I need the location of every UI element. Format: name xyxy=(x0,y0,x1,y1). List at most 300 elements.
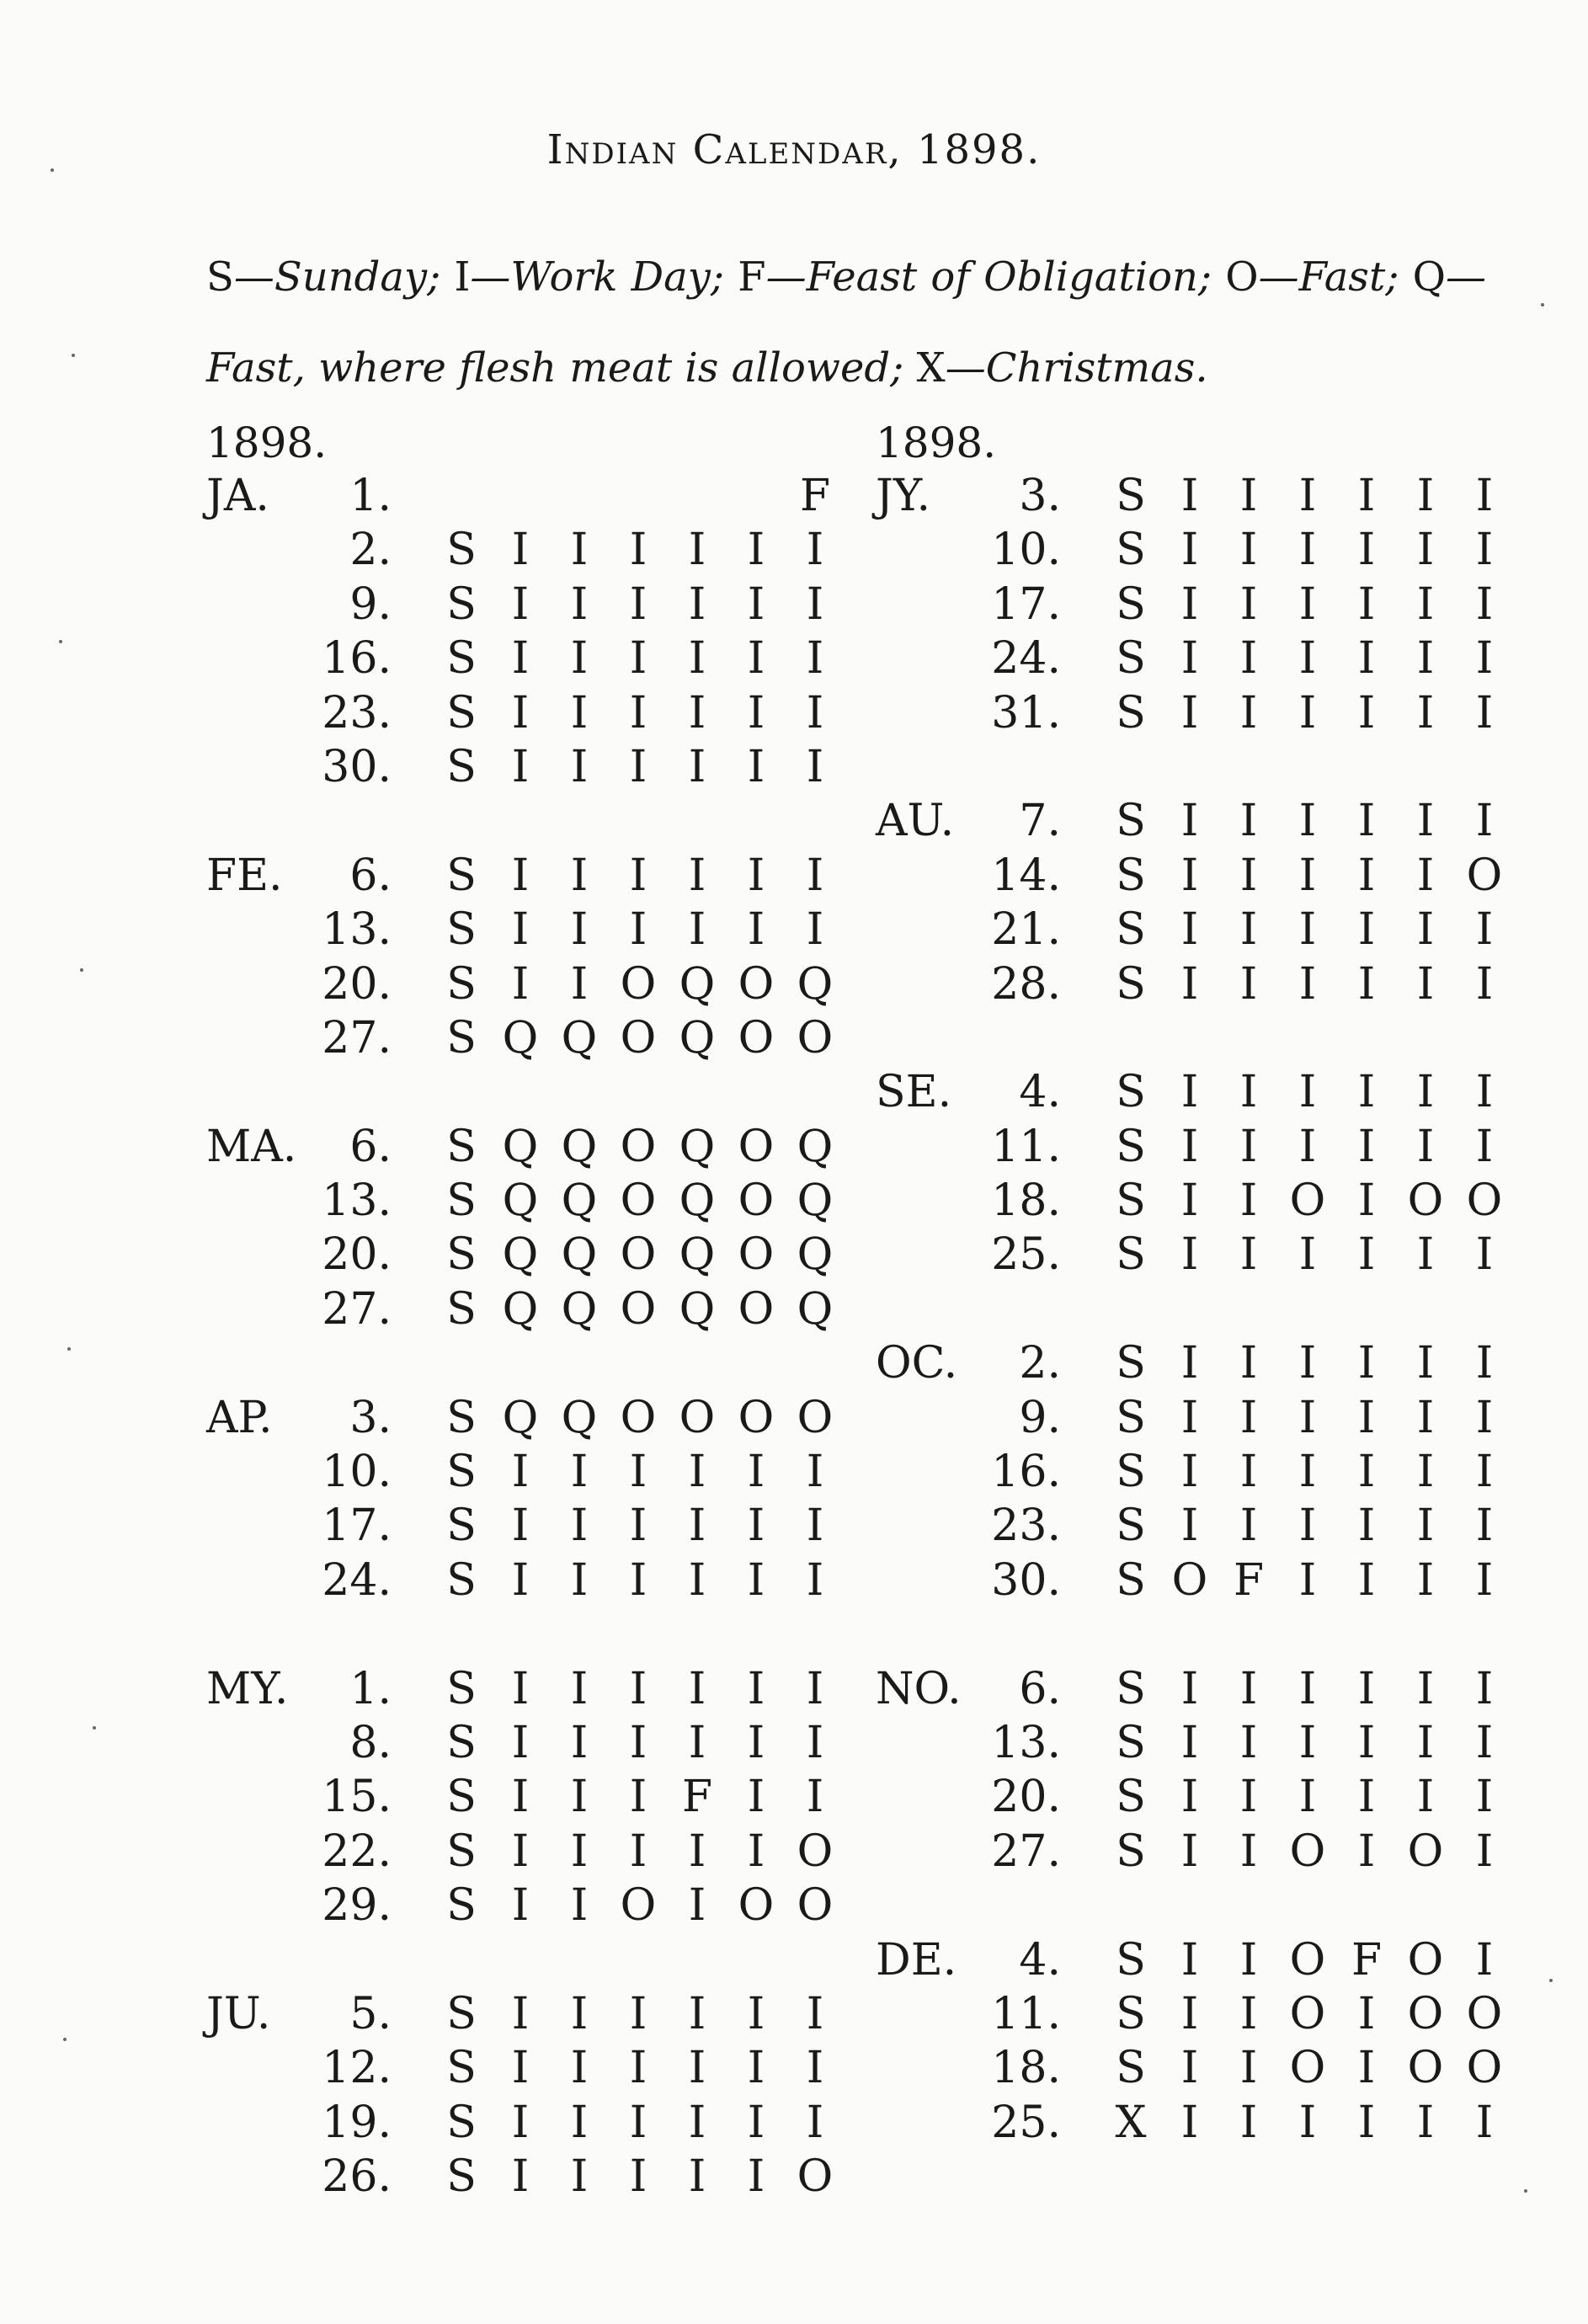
legend-label: Christmas. xyxy=(985,344,1208,392)
day-code: I xyxy=(1416,1338,1435,1389)
week-row xyxy=(206,2096,863,2150)
day-code: I xyxy=(806,687,824,738)
week-days xyxy=(432,1716,845,1770)
day-code: O xyxy=(1407,2043,1444,2094)
day-code: I xyxy=(1298,687,1317,738)
day-code: O xyxy=(1289,1988,1326,2039)
day-code: I xyxy=(1416,525,1435,576)
week-row xyxy=(876,903,1532,957)
week-days xyxy=(432,740,845,794)
day-code: S xyxy=(1116,1121,1146,1172)
week-row xyxy=(876,632,1532,685)
week-start-day: 27. xyxy=(322,1283,392,1335)
week-start-day: 9. xyxy=(1019,1392,1061,1443)
day-code: I xyxy=(1298,1717,1317,1768)
week-start-day: 4. xyxy=(1019,1067,1061,1118)
week-start-day: 2. xyxy=(1019,1338,1061,1389)
day-code: I xyxy=(570,1880,589,1932)
day-code: I xyxy=(629,741,647,792)
day-code: I xyxy=(1475,525,1494,576)
day-code: I xyxy=(1416,1392,1435,1443)
day-code: I xyxy=(1239,1067,1258,1118)
day-code: I xyxy=(688,2151,706,2203)
day-code: I xyxy=(1298,525,1317,576)
week-start-day: 13. xyxy=(322,1175,392,1227)
legend-label: Work Day xyxy=(510,253,711,301)
day-code: S xyxy=(1116,1717,1146,1768)
day-code: I xyxy=(747,1447,765,1498)
legend: S—Sunday; I—Work Day; F—Feast of Obligation; O—Fast; Q—Fast, where flesh meat is allowed; X—Christmas. xyxy=(206,253,1486,392)
week-start-day: 30. xyxy=(991,1554,1061,1606)
week-row xyxy=(876,1825,1532,1879)
legend-code: F xyxy=(738,253,766,301)
day-code: I xyxy=(1298,850,1317,901)
week-start-day: 11. xyxy=(991,1121,1061,1172)
day-code: Q xyxy=(502,1283,539,1335)
day-code: S xyxy=(1116,2043,1146,2094)
day-code: I xyxy=(1239,1121,1258,1172)
week-row xyxy=(876,957,1532,1011)
week-start-day: 19. xyxy=(322,2097,392,2148)
day-code: I xyxy=(1357,1663,1376,1714)
week-start-day: 4. xyxy=(1019,1934,1061,1986)
day-code: I xyxy=(1239,1717,1258,1768)
week-row xyxy=(206,1445,863,1499)
day-code: I xyxy=(1357,2043,1376,2094)
day-code: I xyxy=(511,633,530,685)
day-code: I xyxy=(1357,1500,1376,1552)
day-code: S xyxy=(446,1283,477,1335)
week-days xyxy=(432,1228,845,1282)
week-row xyxy=(206,2041,863,2095)
day-code: I xyxy=(806,1500,824,1552)
day-code: I xyxy=(688,1717,706,1768)
day-code: S xyxy=(446,850,477,901)
day-code: I xyxy=(1416,578,1435,630)
day-code: I xyxy=(1416,1121,1435,1172)
day-code: I xyxy=(1475,1392,1494,1443)
day-code: I xyxy=(511,1447,530,1498)
day-code: I xyxy=(1416,904,1435,956)
day-code: Q xyxy=(797,1121,834,1172)
day-code: I xyxy=(1180,687,1199,738)
day-code: I xyxy=(1239,2097,1258,2148)
day-code: I xyxy=(1357,1772,1376,1823)
day-code: I xyxy=(629,904,647,956)
week-row xyxy=(206,1879,863,1932)
day-code: Q xyxy=(797,1175,834,1227)
week-row xyxy=(876,1445,1532,1499)
week-days xyxy=(1101,794,1514,848)
calendar-year: 1898. xyxy=(876,418,997,467)
day-code: I xyxy=(747,2097,765,2148)
day-code: I xyxy=(1239,1772,1258,1823)
day-code: I xyxy=(1416,1067,1435,1118)
day-code: Q xyxy=(502,1121,539,1172)
week-days xyxy=(1101,2096,1514,2150)
month-abbr: JU. xyxy=(206,1988,271,2039)
week-days xyxy=(1101,1933,1514,1987)
legend-code: X xyxy=(916,344,946,392)
week-days xyxy=(432,1554,845,1607)
month-gap xyxy=(876,740,1532,794)
day-code: I xyxy=(806,1554,824,1606)
day-code: O xyxy=(1466,2043,1503,2094)
week-start-day: 10. xyxy=(322,1447,392,1498)
week-row xyxy=(876,1391,1532,1445)
week-row xyxy=(206,1770,863,1824)
day-code: I xyxy=(1239,2043,1258,2094)
day-code: O xyxy=(620,1880,657,1932)
week-days xyxy=(1101,1445,1514,1499)
week-days xyxy=(1101,903,1514,957)
day-code: I xyxy=(511,578,530,630)
day-code: O xyxy=(738,1880,775,1932)
day-code: O xyxy=(620,1283,657,1335)
day-code: I xyxy=(747,741,765,792)
day-code: I xyxy=(747,2043,765,2094)
month-abbr: MA. xyxy=(206,1121,297,1172)
day-code: S xyxy=(1116,1772,1146,1823)
calendar-column-left xyxy=(206,417,863,2204)
day-code: I xyxy=(806,2043,824,2094)
day-code: I xyxy=(806,741,824,792)
week-days xyxy=(432,1445,845,1499)
day-code: I xyxy=(688,1880,706,1932)
day-code: I xyxy=(570,1663,589,1714)
day-code: I xyxy=(747,1500,765,1552)
day-code: S xyxy=(446,1500,477,1552)
week-start-day: 22. xyxy=(322,1826,392,1877)
day-code: S xyxy=(446,578,477,630)
day-code: I xyxy=(1416,796,1435,847)
day-code: S xyxy=(446,633,477,685)
day-code: I xyxy=(806,1447,824,1498)
day-code: I xyxy=(1180,1934,1199,1986)
week-row xyxy=(876,1933,1532,1987)
week-start-day: 3. xyxy=(349,1392,392,1443)
week-days xyxy=(432,957,845,1011)
month-gap xyxy=(876,1282,1532,1336)
day-code: I xyxy=(747,1717,765,1768)
day-code: O xyxy=(620,1229,657,1281)
day-code: O xyxy=(1289,2043,1326,2094)
day-code: Q xyxy=(502,1175,539,1227)
week-start-day: 24. xyxy=(991,633,1061,685)
week-row xyxy=(206,1282,863,1336)
day-code: F xyxy=(799,471,831,521)
week-row xyxy=(876,469,1532,523)
day-code: I xyxy=(1416,850,1435,901)
day-code: I xyxy=(570,1447,589,1498)
day-code: S xyxy=(446,1880,477,1932)
month-gap xyxy=(206,1933,863,1987)
week-days xyxy=(1101,1716,1514,1770)
week-row xyxy=(206,578,863,632)
day-code: I xyxy=(629,1663,647,1714)
day-code: I xyxy=(688,1663,706,1714)
week-days xyxy=(432,2096,845,2150)
day-code: S xyxy=(446,1826,477,1877)
legend-label: Sunday xyxy=(274,253,428,301)
day-code: I xyxy=(747,1772,765,1823)
week-days xyxy=(1101,578,1514,632)
day-code: I xyxy=(1357,687,1376,738)
day-code: S xyxy=(1116,1067,1146,1118)
week-days xyxy=(1101,849,1514,903)
day-code: I xyxy=(1475,904,1494,956)
day-code: I xyxy=(629,1447,647,1498)
day-code: O xyxy=(1407,1826,1444,1877)
day-code xyxy=(550,469,609,523)
week-start-day: 27. xyxy=(991,1826,1061,1877)
week-days xyxy=(432,686,845,740)
day-code: S xyxy=(1116,578,1146,630)
day-code: I xyxy=(570,633,589,685)
day-code: I xyxy=(1298,2097,1317,2148)
day-code: I xyxy=(1475,1663,1494,1714)
week-days xyxy=(432,523,845,577)
month-gap xyxy=(206,1336,863,1390)
day-code: I xyxy=(1475,2097,1494,2148)
day-code: I xyxy=(1239,1988,1258,2039)
day-code: I xyxy=(570,958,589,1010)
week-days xyxy=(432,578,845,632)
day-code: I xyxy=(1416,471,1435,521)
day-code: I xyxy=(747,1988,765,2039)
day-code: I xyxy=(1357,1229,1376,1281)
day-code: O xyxy=(620,1175,657,1227)
week-start-day: 25. xyxy=(991,2097,1061,2148)
day-code xyxy=(727,469,786,523)
day-code: I xyxy=(688,850,706,901)
day-code: I xyxy=(570,741,589,792)
day-code: I xyxy=(570,2151,589,2203)
week-row xyxy=(206,740,863,794)
week-days xyxy=(432,1879,845,1932)
day-code: F xyxy=(1351,1934,1383,1986)
day-code: I xyxy=(688,1554,706,1606)
day-code: I xyxy=(1357,578,1376,630)
day-code: Q xyxy=(502,1392,539,1443)
day-code: I xyxy=(1475,1826,1494,1877)
week-row xyxy=(206,1391,863,1445)
day-code: S xyxy=(1116,1500,1146,1552)
week-days xyxy=(432,1391,845,1445)
week-start-day: 13. xyxy=(991,1717,1061,1768)
week-start-day: 6. xyxy=(349,850,392,901)
day-code: Q xyxy=(797,1229,834,1281)
month-abbr: AU. xyxy=(876,796,955,847)
day-code: I xyxy=(1357,1338,1376,1389)
week-days xyxy=(432,2150,845,2204)
month-abbr: NO. xyxy=(876,1663,962,1714)
week-days xyxy=(1101,1391,1514,1445)
day-code: I xyxy=(806,1663,824,1714)
week-start-day: 16. xyxy=(322,633,392,685)
week-days xyxy=(1101,2041,1514,2095)
day-code: I xyxy=(1357,850,1376,901)
day-code: I xyxy=(1239,904,1258,956)
day-code: S xyxy=(446,1121,477,1172)
day-code: I xyxy=(1416,1554,1435,1606)
week-days xyxy=(1101,1987,1514,2041)
day-code: I xyxy=(629,1772,647,1823)
day-code: I xyxy=(1298,904,1317,956)
week-days xyxy=(1101,1770,1514,1824)
day-code: Q xyxy=(797,958,834,1010)
month-abbr: JA. xyxy=(206,471,269,521)
day-code: I xyxy=(1416,958,1435,1010)
week-start-day: 17. xyxy=(991,578,1061,630)
day-code: I xyxy=(570,1554,589,1606)
day-code: O xyxy=(1407,1988,1444,2039)
day-code: Q xyxy=(561,1283,598,1335)
day-code: S xyxy=(446,1012,477,1063)
day-code: I xyxy=(688,1988,706,2039)
week-row xyxy=(206,1825,863,1879)
day-code: S xyxy=(446,904,477,956)
week-start-day: 7. xyxy=(1019,796,1061,847)
page-title: Indian Calendar, 1898. xyxy=(546,126,1042,173)
day-code: I xyxy=(1180,1500,1199,1552)
week-row xyxy=(876,1174,1532,1228)
day-code: I xyxy=(747,850,765,901)
week-days xyxy=(1101,1174,1514,1228)
day-code: Q xyxy=(797,1283,834,1335)
day-code: O xyxy=(1171,1554,1208,1606)
day-code: I xyxy=(511,741,530,792)
day-code: I xyxy=(1239,1175,1258,1227)
day-code: S xyxy=(446,1554,477,1606)
week-start-day: 18. xyxy=(991,2043,1061,2094)
day-code: I xyxy=(1180,850,1199,901)
day-code: I xyxy=(806,578,824,630)
day-code: I xyxy=(1298,1663,1317,1714)
day-code: I xyxy=(688,1500,706,1552)
day-code: O xyxy=(1407,1934,1444,1986)
week-start-day: 31. xyxy=(991,687,1061,738)
day-code: I xyxy=(1416,1663,1435,1714)
day-code: I xyxy=(1357,1447,1376,1498)
week-days xyxy=(1101,1662,1514,1716)
week-days xyxy=(432,903,845,957)
day-code: I xyxy=(629,1500,647,1552)
week-start-day: 9. xyxy=(349,578,392,630)
day-code: I xyxy=(688,578,706,630)
month-abbr: MY. xyxy=(206,1663,289,1714)
week-row xyxy=(876,794,1532,848)
day-code: I xyxy=(1239,633,1258,685)
week-start-day: 28. xyxy=(991,958,1061,1010)
day-code: I xyxy=(511,1988,530,2039)
day-code: I xyxy=(511,2097,530,2148)
week-days xyxy=(432,1662,845,1716)
day-code: I xyxy=(570,850,589,901)
day-code: I xyxy=(511,850,530,901)
day-code: I xyxy=(1416,633,1435,685)
day-code: I xyxy=(1357,525,1376,576)
day-code: I xyxy=(1239,471,1258,521)
day-code: I xyxy=(1239,1392,1258,1443)
day-code: I xyxy=(1180,904,1199,956)
day-code: S xyxy=(446,2151,477,2203)
day-code: I xyxy=(1239,525,1258,576)
day-code: O xyxy=(738,1283,775,1335)
day-code: O xyxy=(797,1826,834,1877)
day-code: I xyxy=(570,1717,589,1768)
day-code: O xyxy=(620,1012,657,1063)
week-start-day: 14. xyxy=(991,850,1061,901)
day-code: S xyxy=(446,1717,477,1768)
day-code: O xyxy=(1466,850,1503,901)
day-code: I xyxy=(1180,1717,1199,1768)
day-code: I xyxy=(1298,1772,1317,1823)
day-code: I xyxy=(1416,1447,1435,1498)
week-row xyxy=(206,523,863,577)
day-code: I xyxy=(1357,1067,1376,1118)
day-code: I xyxy=(1298,578,1317,630)
week-start-day: 1. xyxy=(349,471,392,521)
day-code: I xyxy=(629,525,647,576)
day-code: I xyxy=(747,633,765,685)
day-code: I xyxy=(1475,1934,1494,1986)
week-start-day: 20. xyxy=(322,1229,392,1281)
week-days xyxy=(1101,1120,1514,1174)
day-code: I xyxy=(511,1500,530,1552)
week-row xyxy=(876,1336,1532,1390)
week-days xyxy=(1101,632,1514,685)
day-code: S xyxy=(1116,1554,1146,1606)
week-row xyxy=(206,686,863,740)
day-code: I xyxy=(688,1447,706,1498)
day-code: I xyxy=(1475,471,1494,521)
week-start-day: 26. xyxy=(322,2151,392,2203)
day-code: I xyxy=(1180,1988,1199,2039)
day-code: I xyxy=(511,958,530,1010)
week-row xyxy=(206,1716,863,1770)
week-row xyxy=(876,1716,1532,1770)
day-code: Q xyxy=(679,1229,716,1281)
day-code: I xyxy=(1298,1121,1317,1172)
day-code: I xyxy=(1180,1826,1199,1877)
day-code: S xyxy=(1116,850,1146,901)
day-code: I xyxy=(1357,2097,1376,2148)
day-code: I xyxy=(511,2151,530,2203)
day-code: Q xyxy=(679,1283,716,1335)
week-days xyxy=(432,1825,845,1879)
day-code: I xyxy=(1357,471,1376,521)
day-code: I xyxy=(511,525,530,576)
day-code: I xyxy=(570,1772,589,1823)
week-start-day: 13. xyxy=(322,904,392,956)
day-code: O xyxy=(738,1012,775,1063)
legend-label: Fast, where flesh meat is allowed xyxy=(206,344,891,392)
week-days xyxy=(1101,1499,1514,1553)
week-row xyxy=(206,1174,863,1228)
day-code: O xyxy=(1289,1934,1326,1986)
day-code: S xyxy=(1116,1392,1146,1443)
day-code: I xyxy=(1298,1447,1317,1498)
week-days xyxy=(1101,1554,1514,1607)
week-days xyxy=(432,1987,845,2041)
day-code: I xyxy=(1357,796,1376,847)
day-code: I xyxy=(1180,525,1199,576)
day-code: I xyxy=(1298,1338,1317,1389)
day-code: S xyxy=(446,958,477,1010)
day-code: I xyxy=(570,1500,589,1552)
day-code: I xyxy=(1475,796,1494,847)
